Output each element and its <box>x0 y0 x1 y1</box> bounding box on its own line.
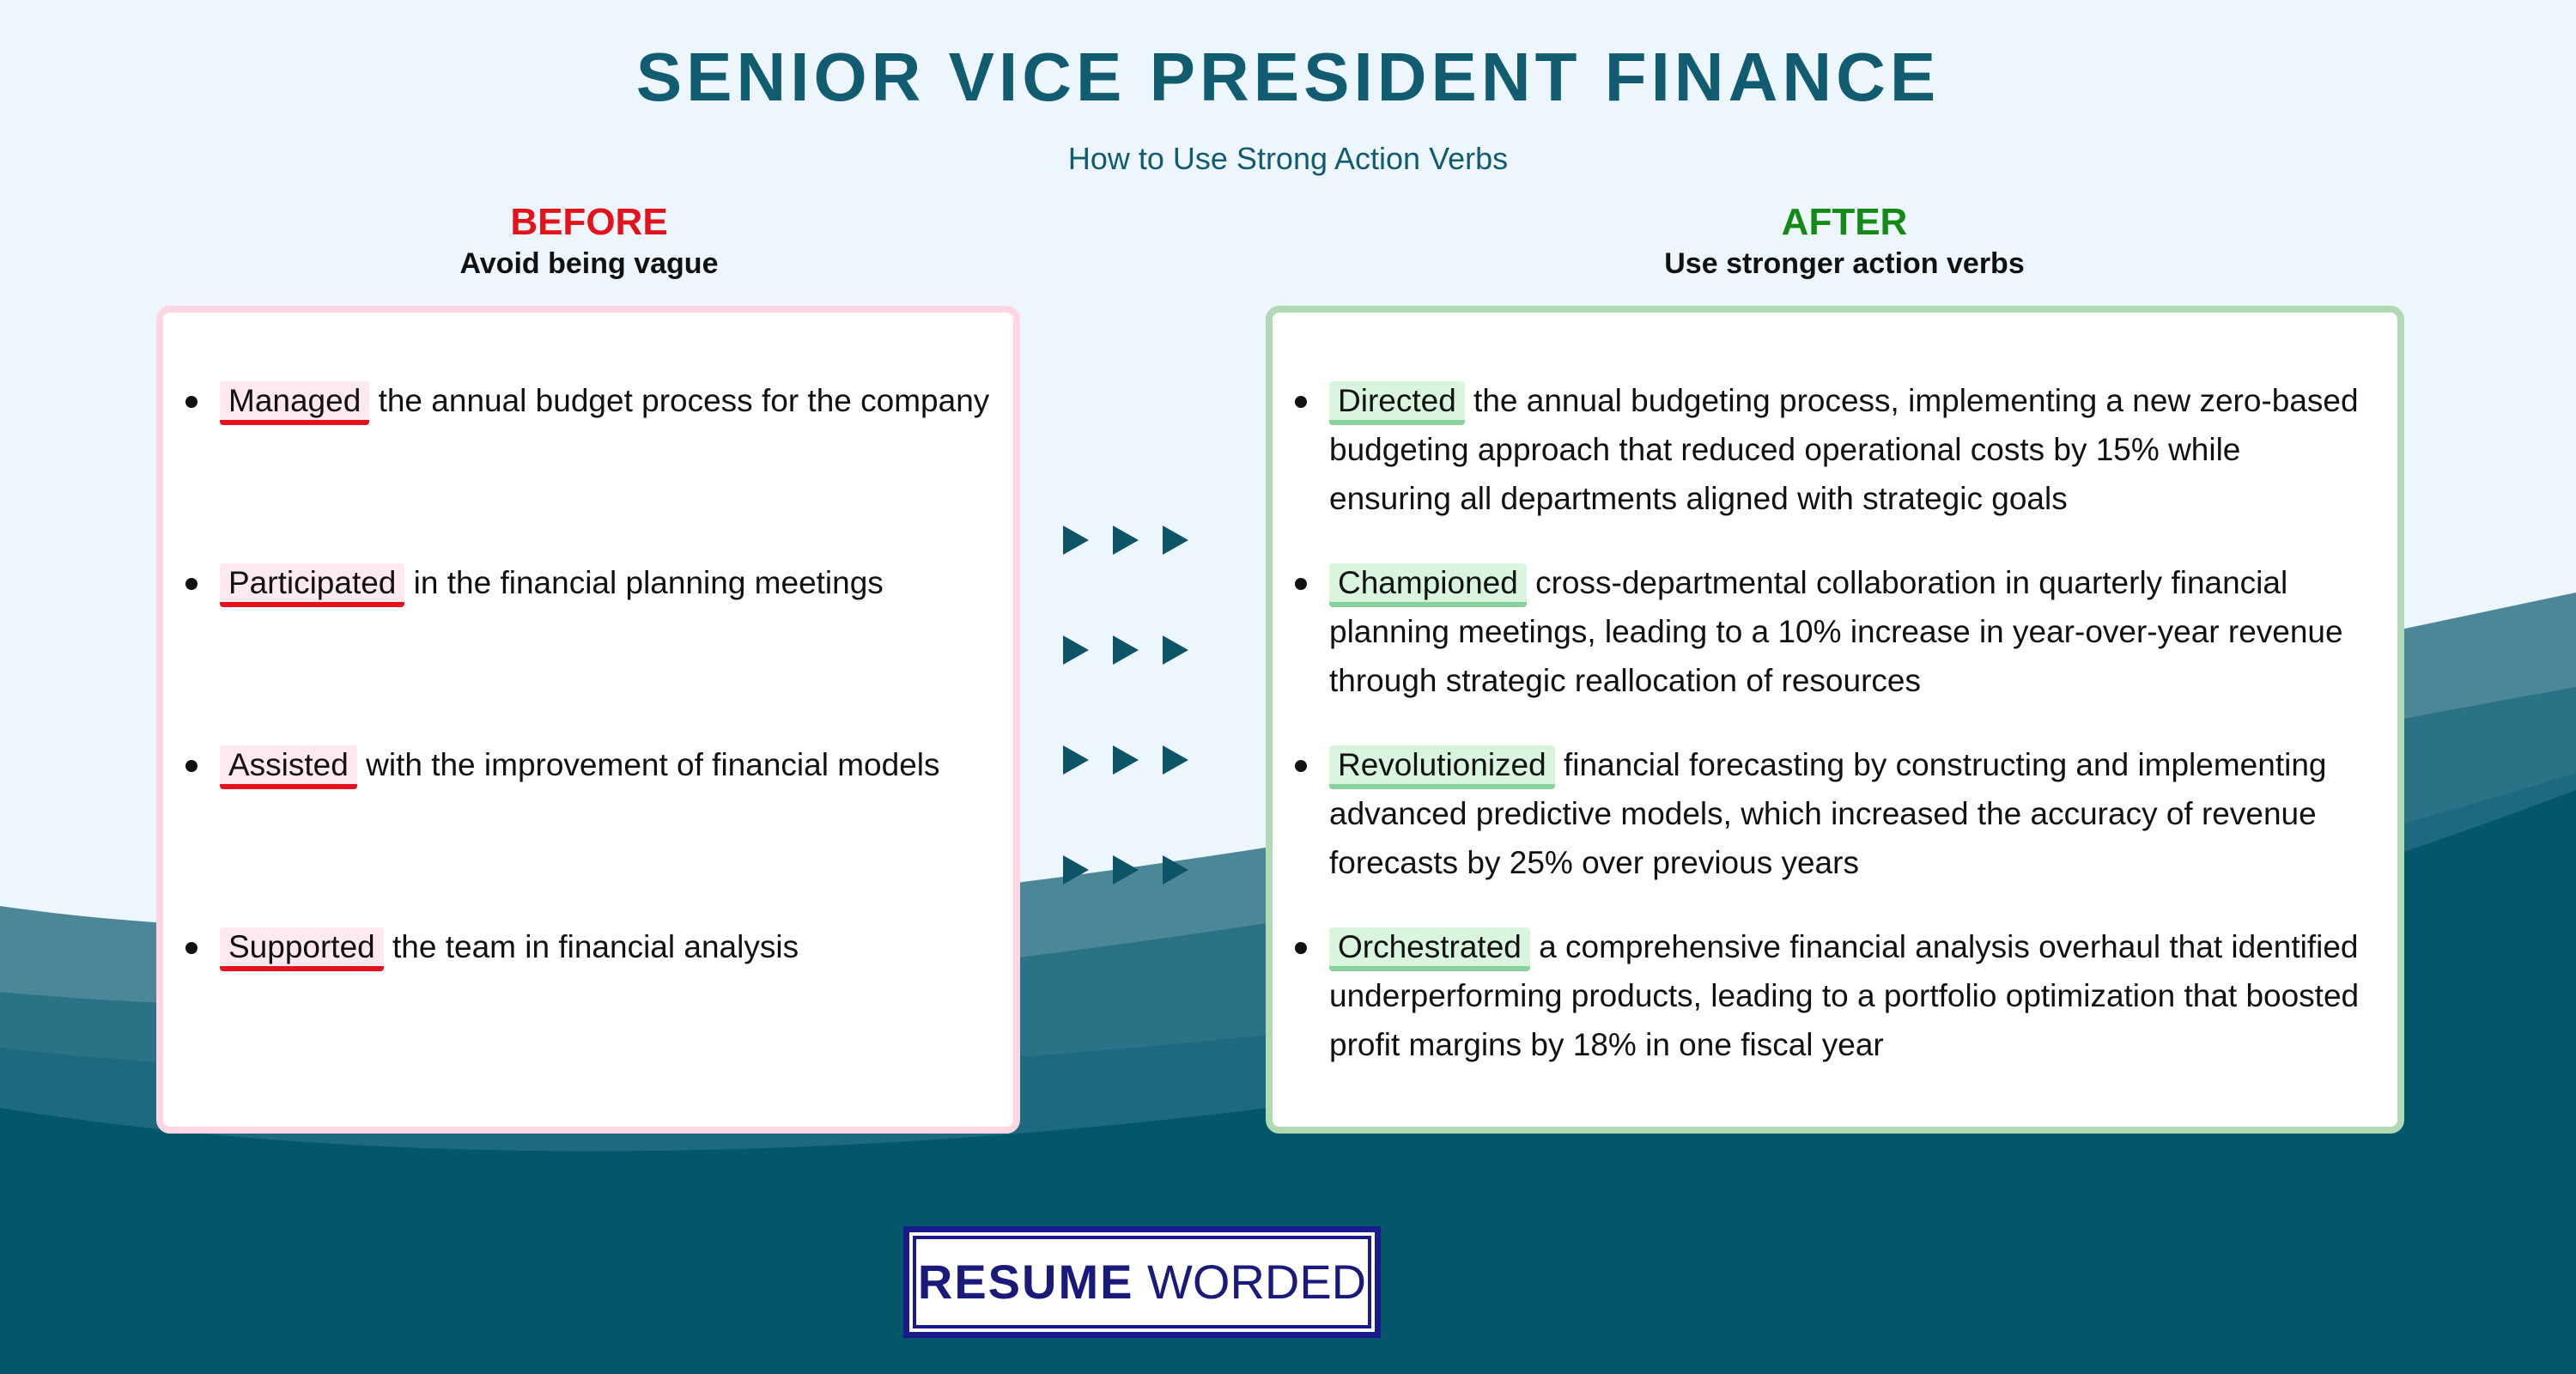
bullet-dot <box>185 760 197 772</box>
bullet-dot <box>1295 942 1307 954</box>
after-card <box>1266 306 2404 1134</box>
before-item <box>220 558 993 607</box>
play-triangle-icon <box>1113 855 1139 885</box>
strong-verb: Championed <box>1329 563 1527 607</box>
before-card <box>156 306 1020 1134</box>
bullet-dot <box>1295 760 1307 772</box>
bullet-dot <box>185 578 197 590</box>
item-text: a comprehensive financial analysis overhaul that identified underperforming products, leading to a portfolio optimization that boosted profit margins by 18% in one fiscal year <box>1329 929 2360 1062</box>
play-triangle-icon <box>1163 526 1188 555</box>
weak-verb: Supported <box>220 927 384 971</box>
bullet-dot <box>185 942 197 954</box>
strong-verb: Revolutionized <box>1329 745 1555 789</box>
play-triangle-icon <box>1063 855 1089 885</box>
bullet-dot <box>1295 396 1307 408</box>
before-sublabel: Avoid being vague <box>459 247 719 280</box>
play-triangle-icon <box>1163 855 1188 885</box>
after-sublabel: Use stronger action verbs <box>1664 247 2025 280</box>
play-triangle-icon <box>1113 635 1139 665</box>
item-text: financial forecasting by constructing and implementing advanced predictive models, which increased the accuracy of revenue forecasts by 25% over previous years <box>1329 747 2327 880</box>
arrow-group <box>1063 526 1226 568</box>
play-triangle-icon <box>1063 745 1089 775</box>
item-text: the annual budgeting process, implementing a new zero-based budgeting approach that reduced operational costs by 15% while ensuring all departments aligned with strategic goals <box>1329 383 2359 516</box>
resume-worded-logo[interactable] <box>903 1226 1381 1338</box>
after-item <box>1329 376 2360 523</box>
play-triangle-icon <box>1163 635 1188 665</box>
item-text: the team in financial analysis <box>383 929 799 964</box>
weak-verb: Managed <box>220 381 369 425</box>
before-item <box>220 376 993 425</box>
play-triangle-icon <box>1113 526 1139 555</box>
item-text: in the financial planning meetings <box>404 565 884 600</box>
arrow-group <box>1063 635 1226 678</box>
logo-bold-text: RESUME <box>917 1255 1134 1309</box>
play-triangle-icon <box>1113 745 1139 775</box>
before-header <box>160 201 1018 281</box>
weak-verb: Assisted <box>220 745 357 789</box>
play-triangle-icon <box>1063 635 1089 665</box>
play-triangle-icon <box>1163 745 1188 775</box>
arrow-group <box>1063 745 1226 788</box>
logo-light-text: WORDED <box>1133 1255 1367 1309</box>
before-item <box>220 740 993 789</box>
after-label: AFTER <box>1781 201 1908 243</box>
before-label: BEFORE <box>510 201 668 243</box>
strong-verb: Directed <box>1329 381 1465 425</box>
after-item <box>1329 922 2360 1069</box>
page-title: SENIOR VICE PRESIDENT FINANCE <box>635 39 1941 115</box>
after-item <box>1329 740 2360 887</box>
before-item <box>220 922 993 971</box>
after-item <box>1329 558 2360 705</box>
item-text: with the improvement of financial models <box>356 747 940 782</box>
play-triangle-icon <box>1063 526 1089 555</box>
strong-verb: Orchestrated <box>1329 927 1530 971</box>
item-text: cross-departmental collaboration in quarterly financial planning meetings, leading to a 10% increase in year-over-year revenue through strategic reallocation of resources <box>1329 565 2343 698</box>
bullet-dot <box>185 396 197 408</box>
bullet-dot <box>1295 578 1307 590</box>
item-text: the annual budget process for the company <box>369 383 990 418</box>
arrow-group <box>1063 855 1226 898</box>
page-subtitle: How to Use Strong Action Verbs <box>1067 141 1509 176</box>
weak-verb: Participated <box>220 563 404 607</box>
after-header <box>1415 201 2274 281</box>
